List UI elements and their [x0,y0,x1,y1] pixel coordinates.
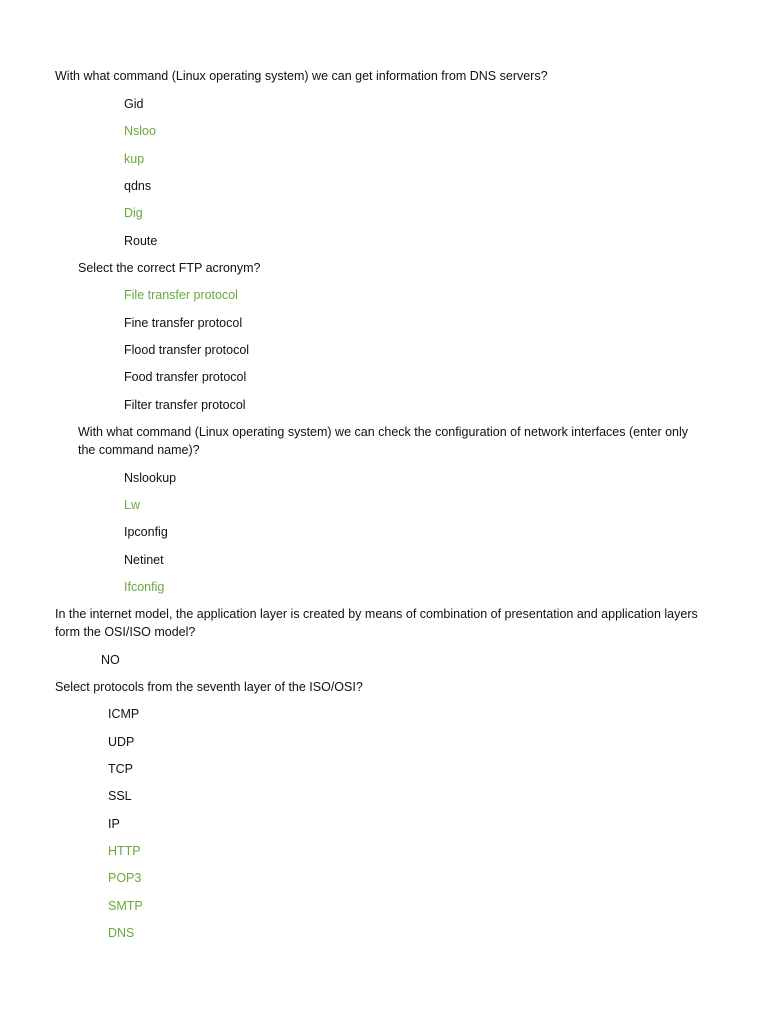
q5-option-tcp: TCP [108,762,133,776]
q5-option-dns: DNS [108,926,135,940]
q1-option-dig: Dig [124,206,143,220]
q3-option-lw: Lw [124,498,140,512]
q3-option-ifconfig: Ifconfig [124,580,165,594]
q2-option-food: Food transfer protocol [124,370,247,384]
q2-option-filter: Filter transfer protocol [124,398,246,412]
q2-option-fine: Fine transfer protocol [124,316,243,330]
q3-option-netinet: Netinet [124,553,164,567]
q1-option-kup: kup [124,152,145,166]
question-5-text: Select protocols from the seventh layer of the ISO/OSI? [55,680,363,694]
q5-option-pop3: POP3 [108,871,142,885]
q5-option-ssl: SSL [108,789,132,803]
q5-option-ip: IP [108,817,120,831]
question-1-text: With what command (Linux operating system) we can get information from DNS servers? [55,69,548,83]
q1-option-qdns: qdns [124,179,152,193]
q5-option-udp: UDP [108,735,135,749]
q1-option-route: Route [124,234,158,248]
q3-option-ipconfig: Ipconfig [124,525,168,539]
q2-option-file: File transfer protocol [124,288,238,302]
q1-option-gid: Gid [124,97,144,111]
question-3-text: With what command (Linux operating system) we can check the configuration of network interfaces (enter only the command name)? [78,425,689,457]
q3-option-nslookup: Nslookup [124,471,177,485]
q5-option-icmp: ICMP [108,707,140,721]
q1-option-nsloo: Nsloo [124,124,156,138]
q5-option-http: HTTP [108,844,141,858]
q2-option-flood: Flood transfer protocol [124,343,250,357]
q5-option-smtp: SMTP [108,899,143,913]
question-4-text: In the internet model, the application layer is created by means of combination of presentation and application layers form the OSI/ISO model? [55,607,698,639]
q4-answer: NO [101,653,120,667]
question-2-text: Select the correct FTP acronym? [78,261,261,275]
